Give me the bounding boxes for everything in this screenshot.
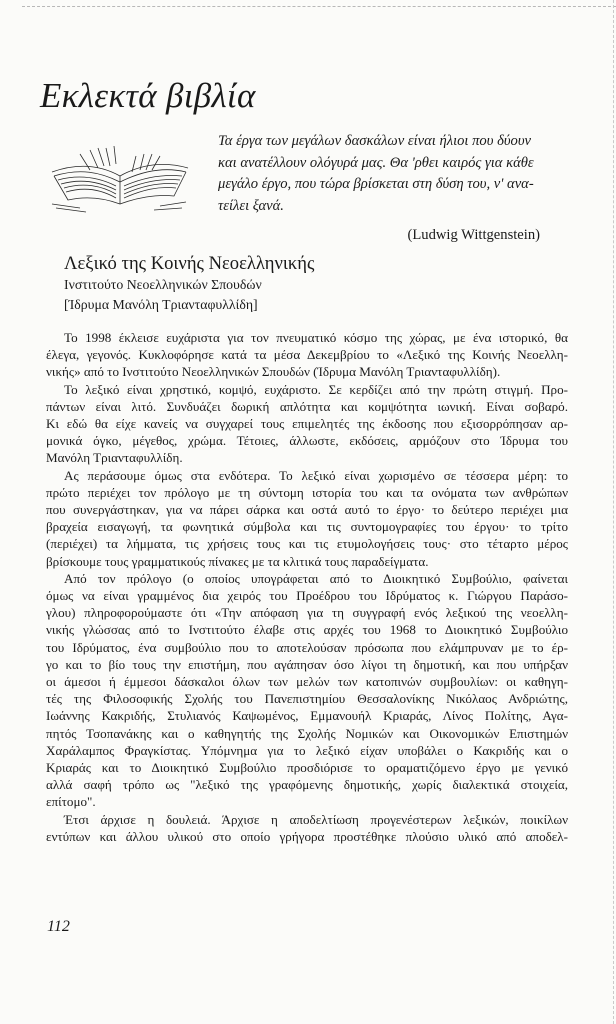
body-line: Έτσι άρχισε η δουλειά. Άρχισε η αποδελτίωση προγενέστερων λεξικών, ποικίλων (64, 811, 568, 827)
body-line: Το 1998 έκλεισε ευχάριστα για τον πνευματικό κόσμο της χώρας, με ένα ιστορικό, θα (64, 330, 568, 345)
body-line: πάντων είναι λιτό. Συνδυάζει δωρική απλότητα και κομψότητα ιωνική. Είναι σοβαρό. (46, 398, 568, 414)
epigraph-line: και ανατέλλουν ολόγυρά μας. Θα 'ρθει καιρός για κάθε (218, 154, 534, 171)
body-line: Κριαράς και το Διοικητικό Συμβούλιο προσδιόρισε το οραματιζόμενο έργο με γενικό (46, 760, 568, 776)
epigraph (218, 131, 570, 247)
body-line: γο και το βίο τους την επιστήμη, που αγάπησαν όσο λίγοι τη δημοτική, και που υπήρξαν (46, 656, 568, 672)
body-line: πητός Τσοπανάκης και ο καθηγητής της Σχολής Νομικών και Οικονομικών Επιστημών (46, 725, 568, 741)
section-title: Εκλεκτά βιβλία (40, 76, 256, 115)
body-line: που συνεργάστηκαν, για να πάρει σάρκα και οστά αυτό το έργο· το δεύτερο περιέχει μια (46, 502, 568, 518)
article-body (46, 329, 568, 845)
body-line: αλλά σαφή τρόπο ως "λεξικό της γραφόμενης δημοτικής, χωρίς διαλεκτικά στοιχεία, (46, 777, 568, 793)
body-line: βραχεία εισαγωγή, τα φωνητικά σύμβολα και τις συντομογραφίες του έργου· το τρίτο (46, 519, 568, 535)
book-publisher: Ινστιτούτο Νεοελληνικών Σπουδών (64, 277, 262, 292)
page-number: 112 (47, 918, 70, 935)
body-line: όμως να είναι γραμμένος δια χειρός του Προέδρου του Ιδρύματος κ. Γιώργου Παράσο- (46, 588, 568, 604)
book-title: Λεξικό της Κοινής Νεοελληνικής (64, 253, 315, 274)
epigraph-author: (Ludwig Wittgenstein) (407, 227, 540, 243)
body-line: πρώτο περιέχει τον πρόλογο με τη σύντομη ιστορία του και τα ονόματα των ανθρώπων (46, 484, 568, 500)
epigraph-line: μεγάλο έργο, που τώρα βρίσκεται στη δύση του, ν' ανα- (218, 176, 534, 192)
body-line: τές της Φιλοσοφικής Σχολής του Πανεπιστημίου Θεσσαλονίκης Νικόλαος Ανδριώτης, (46, 691, 568, 707)
body-line: Χαράλαμπος Φραγκίστας. Υπόμνημα για το λεξικό είχαν υποβάλει ο Κακριδής και ο (46, 742, 568, 758)
body-line: Το λεξικό είναι χρηστικό, κομψό, ευχάριστο. Σε κερδίζει από την πρώτη στιγμή. Προ- (64, 381, 568, 397)
body-line: εντύπων και άλλου υλικού στο οποίο γρήγορα προστέθηκε πλούσιο υλικό από αποδελ- (46, 828, 568, 844)
body-line: Κι εδώ θα είχε κανείς να συγχαρεί τους επιμελητές της έκδοσης που εξισορρόπησαν αρ- (46, 416, 568, 432)
body-line: βρίσκουμε τους γραμματικούς πίνακες με τα κλιτικά τους παραδείγματα. (46, 553, 429, 569)
body-line: Ιωάννης Κακριδής, Στυλιανός Καψωμένος, Εμμανουήλ Κριαράς, Λίνος Πολίτης, Αγα- (46, 708, 568, 724)
epigraph-line: τείλει ξανά. (218, 197, 284, 214)
open-book-icon (50, 142, 190, 214)
body-line: νικής» από το Ινστιτούτο Νεοελληνικών Σπουδών (Ίδρυμα Μανόλη Τριανταφυλλίδη). (46, 364, 501, 380)
body-line: Μανόλη Τριανταφυλλίδη. (46, 450, 183, 466)
body-line: του Ιδρύματος, ένα συμβούλιο που το αποτελούσαν πρόσωπα που ελάμπρυναν με το έρ- (46, 639, 568, 655)
book-foundation: [Ίδρυμα Μανόλη Τριανταφυλλίδη] (64, 297, 258, 312)
body-line: μονικά όγκο, μέγεθος, χρώμα. Τέτοιες, άλλωστε, εκδόσεις, αρμόζουν στο Ίδρυμα του (46, 433, 568, 449)
body-line: οι άμεσοι ή έμμεσοι δάσκαλοι όλων των μελών των κατοπινών συμβουλίων: οι καθηγη- (46, 674, 568, 690)
body-line: (περιέχει) τα λήμματα, τις χρήσεις τους και τις ετυμολογήσεις τους· στο τέταρτο μέρος (46, 536, 568, 552)
body-line: έλεγα, γεγονός. Κυκλοφόρησε κατά τα μέσα Δεκεμβρίου το «Λεξικό της Κοινής Νεοελλη- (46, 347, 568, 363)
body-line: Από τον πρόλογο (ο οποίος υπογράφεται από το Διοικητικό Συμβούλιο, φαίνεται (64, 570, 568, 586)
right-border (613, 0, 614, 1024)
epigraph-line: Τα έργα των μεγάλων δασκάλων είναι ήλιοι που δύουν (218, 133, 532, 149)
body-line: νικής γλώσσας από το Ινστιτούτο έλαβε στις αρχές του 1968 το Διοικητικό Συμβούλιο (46, 622, 568, 638)
body-line: Ας περάσουμε όμως στα ενδότερα. Το λεξικό είναι χωρισμένο σε τέσσερα μέρη: το (64, 467, 568, 483)
top-border (22, 6, 616, 7)
book-meta (64, 275, 262, 315)
body-line: επίτομο". (46, 794, 96, 810)
body-line: γλου) πληροφορούμαστε ότι «Την απόφαση για τη συγγραφή ενός λεξικού της νεοελλη- (46, 605, 568, 621)
